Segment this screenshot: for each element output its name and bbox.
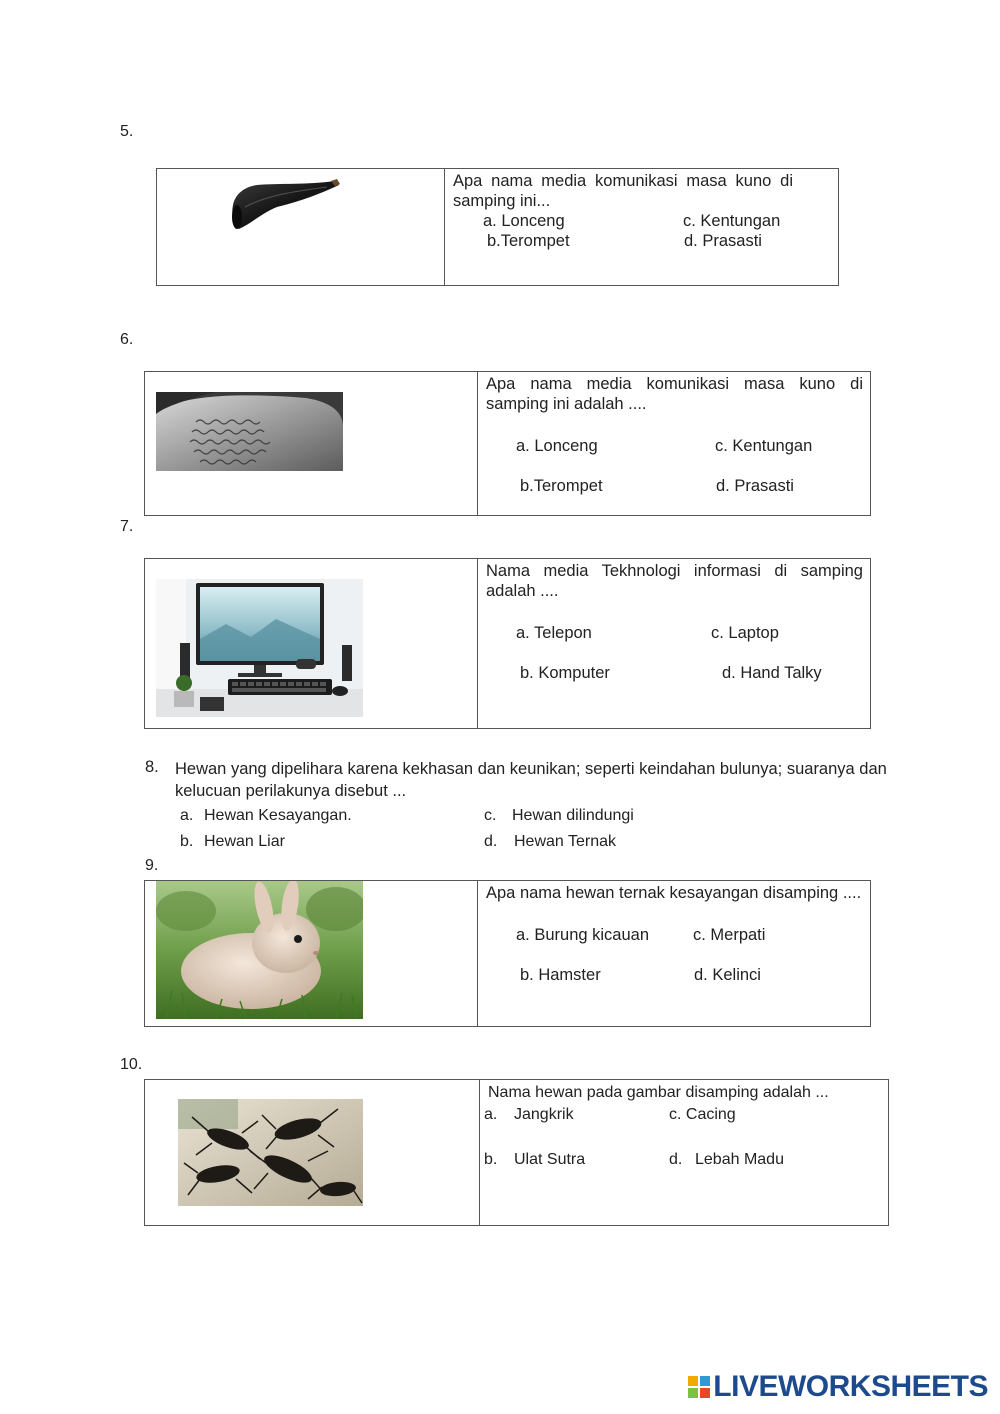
question-6-prompt: Apa nama media komunikasi masa kuno di samping ini adalah .... [486, 375, 863, 413]
question-10-option-d [669, 1149, 784, 1171]
question-8-option-a-letter: a. [180, 807, 194, 824]
question-9-option-c: c. Merpati [693, 926, 766, 944]
question-10-option-a-letter: a. [484, 1106, 498, 1123]
question-9-prompt: Apa nama hewan ternak kesayangan disamping .... [486, 884, 862, 902]
question-5-option-d: d. Prasasti [684, 232, 762, 250]
question-5-image-cell [157, 169, 445, 285]
question-10-option-c: c. Cacing [669, 1106, 736, 1123]
question-7-option-a: a. Telepon [516, 624, 592, 642]
question-6-box [144, 371, 871, 516]
question-6-number: 6. [120, 331, 134, 348]
question-6-option-b: b.Terompet [520, 477, 603, 495]
question-6-option-d: d. Prasasti [716, 477, 794, 495]
logo-text: LIVEWORKSHEETS [713, 1370, 988, 1403]
question-8-option-d [484, 829, 616, 855]
question-7-text-cell [486, 561, 866, 721]
computer-icon [156, 579, 363, 717]
question-8-option-b [180, 829, 285, 855]
question-8-number: 8. [145, 758, 159, 776]
question-9-box [144, 880, 871, 1027]
question-8-option-c [484, 803, 634, 829]
question-5-option-b: b.Terompet [487, 232, 570, 250]
question-5-number: 5. [120, 123, 134, 140]
question-9-option-a: a. Burung kicauan [516, 926, 650, 944]
question-8-option-c-letter: c. [484, 807, 497, 824]
question-10-prompt: Nama hewan pada gambar disamping adalah ... [488, 1084, 829, 1101]
question-8-option-a-text: Hewan Kesayangan. [204, 807, 352, 824]
question-5-text-cell [453, 171, 833, 281]
question-10-option-b-letter: b. [484, 1151, 498, 1168]
rabbit-icon [156, 881, 363, 1019]
question-8-option-a [180, 803, 352, 829]
question-6-image-cell [145, 372, 478, 515]
question-9-option-d: d. Kelinci [694, 966, 761, 984]
question-7-option-d: d. Hand Talky [722, 664, 822, 682]
question-9-text-cell [486, 883, 866, 1021]
question-10-box [144, 1079, 889, 1226]
question-10-number: 10. [120, 1056, 143, 1073]
question-6-option-a: a. Lonceng [516, 437, 598, 455]
cricket-icon [178, 1099, 363, 1206]
question-7-option-b: b. Komputer [520, 664, 610, 682]
question-10-option-b [484, 1149, 586, 1171]
question-10-option-d-letter: d. [669, 1151, 683, 1168]
question-7-option-c: c. Laptop [711, 624, 779, 642]
inscription-stone-icon [156, 392, 343, 471]
question-6-option-c: c. Kentungan [715, 437, 813, 455]
question-5-box [156, 168, 839, 286]
question-8-option-b-letter: b. [180, 833, 194, 850]
question-8-option-b-text: Hewan Liar [204, 833, 285, 850]
question-5-option-c: c. Kentungan [683, 212, 781, 230]
question-6-text-cell [486, 374, 866, 512]
question-8-option-c-text: Hewan dilindungi [512, 807, 634, 824]
question-7-number: 7. [120, 518, 134, 535]
liveworksheets-logo[interactable] [688, 1370, 988, 1404]
question-7-prompt: Nama media Tekhnologi informasi di samping adalah .... [486, 562, 863, 600]
question-9-option-b: b. Hamster [520, 966, 601, 984]
question-5-prompt: Apa nama media komunikasi masa kuno di samping ini... [453, 172, 793, 210]
horn-icon [227, 177, 347, 237]
question-9-number: 9. [145, 857, 159, 874]
question-5-option-a: a. Lonceng [483, 212, 565, 230]
question-7-image-cell [145, 559, 478, 728]
question-9-image-cell [145, 881, 478, 1026]
question-10-text-cell [484, 1082, 884, 1220]
question-7-box [144, 558, 871, 729]
question-8-option-d-letter: d. [484, 833, 498, 850]
question-10-option-b-text: Ulat Sutra [514, 1151, 586, 1168]
question-10-image-cell [145, 1080, 480, 1225]
question-8-option-d-text: Hewan Ternak [514, 833, 616, 850]
logo-squares-icon [688, 1376, 710, 1398]
question-10-option-a-text: Jangkrik [514, 1106, 574, 1123]
question-8-prompt: Hewan yang dipelihara karena kekhasan dan keunikan; seperti keindahan bulunya; suaranya dan kelucuan perilakunya disebut ... [175, 760, 887, 800]
question-10-option-d-text: Lebah Madu [695, 1151, 784, 1168]
question-10-option-a [484, 1104, 574, 1126]
